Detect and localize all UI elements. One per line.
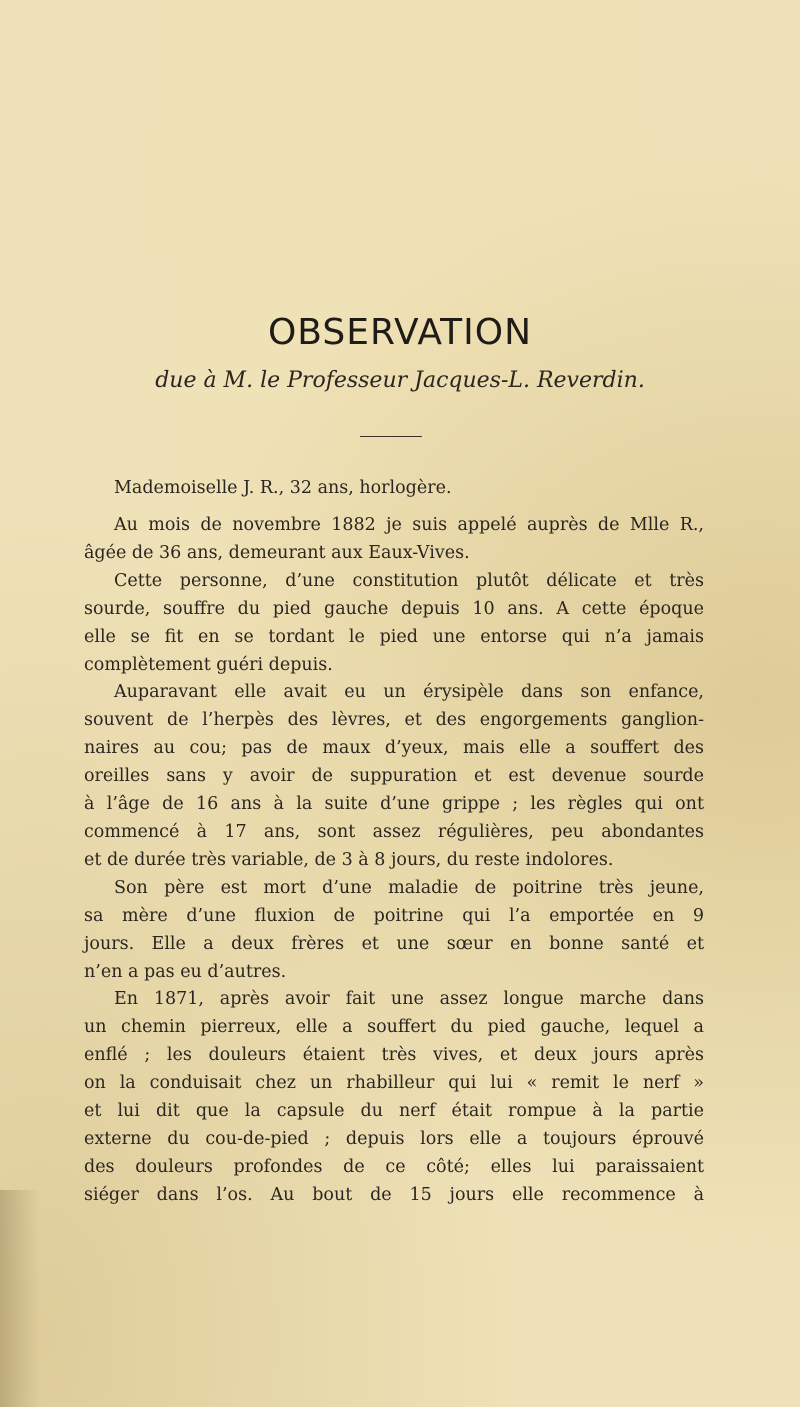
text-line: on la conduisait chez un rhabilleur qui lui « remit le nerf »: [84, 1073, 704, 1094]
text-line: En 1871, après avoir fait une assez longue marche dans: [114, 989, 704, 1010]
text-line: à l’âge de 16 ans à la suite d’une grippe ; les règles qui ont: [84, 794, 704, 815]
text-line: Au mois de novembre 1882 je suis appelé auprès de Mlle R.,: [114, 515, 704, 535]
text-line: et lui dit que la capsule du nerf était rompue à la partie: [84, 1101, 704, 1122]
text-line: un chemin pierreux, elle a souffert du pied gauche, lequel a: [84, 1017, 704, 1038]
text-line: commencé à 17 ans, sont assez régulières, peu abondantes: [84, 821, 704, 842]
text-line: sourde, souffre du pied gauche depuis 10 ans. A cette époque: [84, 598, 704, 619]
text-line: souvent de l’herpès des lèvres, et des engorgements ganglion-: [84, 710, 704, 731]
text-line: et de durée très variable, de 3 à 8 jours, du reste indolores.: [84, 849, 614, 870]
text-line: jours. Elle a deux frères et une sœur en bonne santé et: [84, 933, 704, 954]
text-line: complètement guéri depuis.: [84, 654, 333, 675]
text-line: elle se fit en se tordant le pied une entorse qui n’a jamais: [84, 626, 704, 647]
text-line: âgée de 36 ans, demeurant aux Eaux-Vives.: [84, 542, 470, 563]
page-binding-shadow: [0, 1190, 40, 1407]
text-line: Son père est mort d’une maladie de poitrine très jeune,: [114, 877, 704, 898]
text-line: Cette personne, d’une constitution plutôt délicate et très: [114, 570, 704, 591]
text-line: n’en a pas eu d’autres.: [84, 961, 287, 982]
text-line: siéger dans l’os. Au bout de 15 jours elle recommence à: [84, 1184, 704, 1205]
text-line: Auparavant elle avait eu un érysipèle dans son enfance,: [114, 682, 704, 703]
text-line: naires au cou; pas de maux d’yeux, mais elle a souffert des: [84, 738, 704, 759]
text-line: externe du cou-de-pied ; depuis lors elle a toujours éprouvé: [84, 1128, 704, 1149]
text-line: enflé ; les douleurs étaient très vives, et deux jours après: [84, 1045, 704, 1066]
body-text: [84, 512, 704, 1210]
page-subtitle: due à M. le Professeur Jacques-L. Reverdin.: [155, 368, 645, 393]
text-line: sa mère d’une fluxion de poitrine qui l’a emportée en 9: [84, 905, 704, 926]
patient-intro: Mademoiselle J. R., 32 ans, horlogère.: [114, 478, 452, 498]
page-title: OBSERVATION: [267, 312, 533, 353]
text-line: des douleurs profondes de ce côté; elles lui paraissaient: [84, 1156, 704, 1177]
text-line: oreilles sans y avoir de suppuration et est devenue sourde: [84, 766, 704, 787]
section-divider: [360, 436, 422, 437]
